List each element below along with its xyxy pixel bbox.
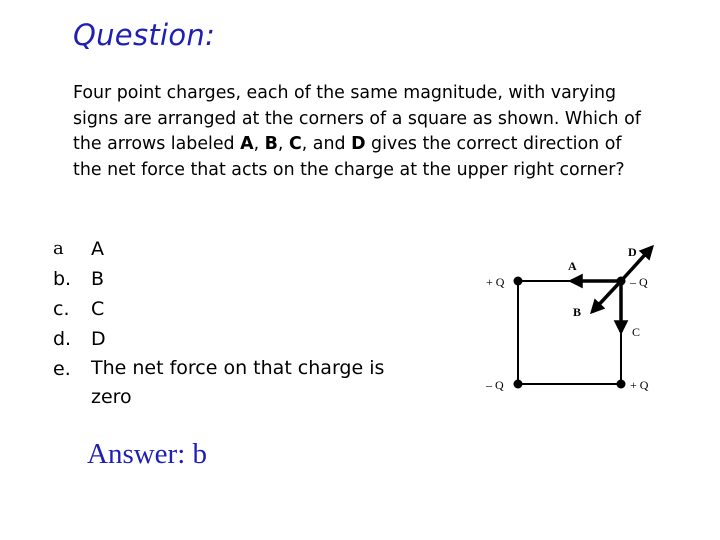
question-separator-3: , and	[301, 134, 352, 154]
charge-label-bottom-left: – Q	[486, 378, 504, 392]
option-marker: a	[53, 238, 64, 259]
charge-label-top-right: – Q	[630, 275, 648, 289]
question-text-part-2: gives the correct direction of the net force that acts on the charge at the upper right corner?	[73, 134, 625, 180]
question-separator-1: ,	[253, 134, 265, 154]
charge-dot-top-left	[514, 277, 523, 286]
question-text-part-1: Four point charges, each of the same magnitude, with varying signs are arranged at the corners of a square as shown. Which of the arrows labeled	[73, 83, 641, 154]
option-text: A	[91, 238, 104, 260]
arrow-b	[592, 281, 621, 312]
question-separator-2: ,	[277, 134, 289, 154]
charge-label-bottom-right: + Q	[630, 378, 649, 392]
option-marker: b.	[53, 268, 72, 290]
option-text: D	[91, 328, 106, 350]
question-text	[73, 81, 653, 183]
answer-text: Answer: b	[87, 438, 208, 470]
question-label-c: C	[288, 134, 302, 154]
question-label-d: D	[351, 134, 366, 154]
option-text-line-2: zero	[91, 386, 132, 408]
option-marker: e.	[53, 358, 71, 380]
option-text-line-1: The net force on that charge is	[91, 357, 385, 379]
option-text	[91, 354, 384, 412]
arrow-label-c: C	[632, 325, 641, 339]
question-label-a: A	[240, 134, 254, 154]
charge-dot-bottom-right	[617, 380, 626, 389]
charge-label-top-left: + Q	[486, 275, 505, 289]
charge-square-diagram	[470, 235, 670, 405]
question-title: Question:	[73, 18, 216, 52]
arrow-label-b: B	[573, 305, 582, 319]
option-marker: d.	[53, 328, 72, 350]
option-text: C	[91, 298, 105, 320]
question-label-b: B	[264, 134, 278, 154]
option-marker: c.	[53, 298, 70, 320]
charge-dot-bottom-left	[514, 380, 523, 389]
arrow-label-a: A	[568, 259, 577, 273]
option-text: B	[91, 268, 105, 290]
arrow-label-d: D	[628, 245, 637, 259]
